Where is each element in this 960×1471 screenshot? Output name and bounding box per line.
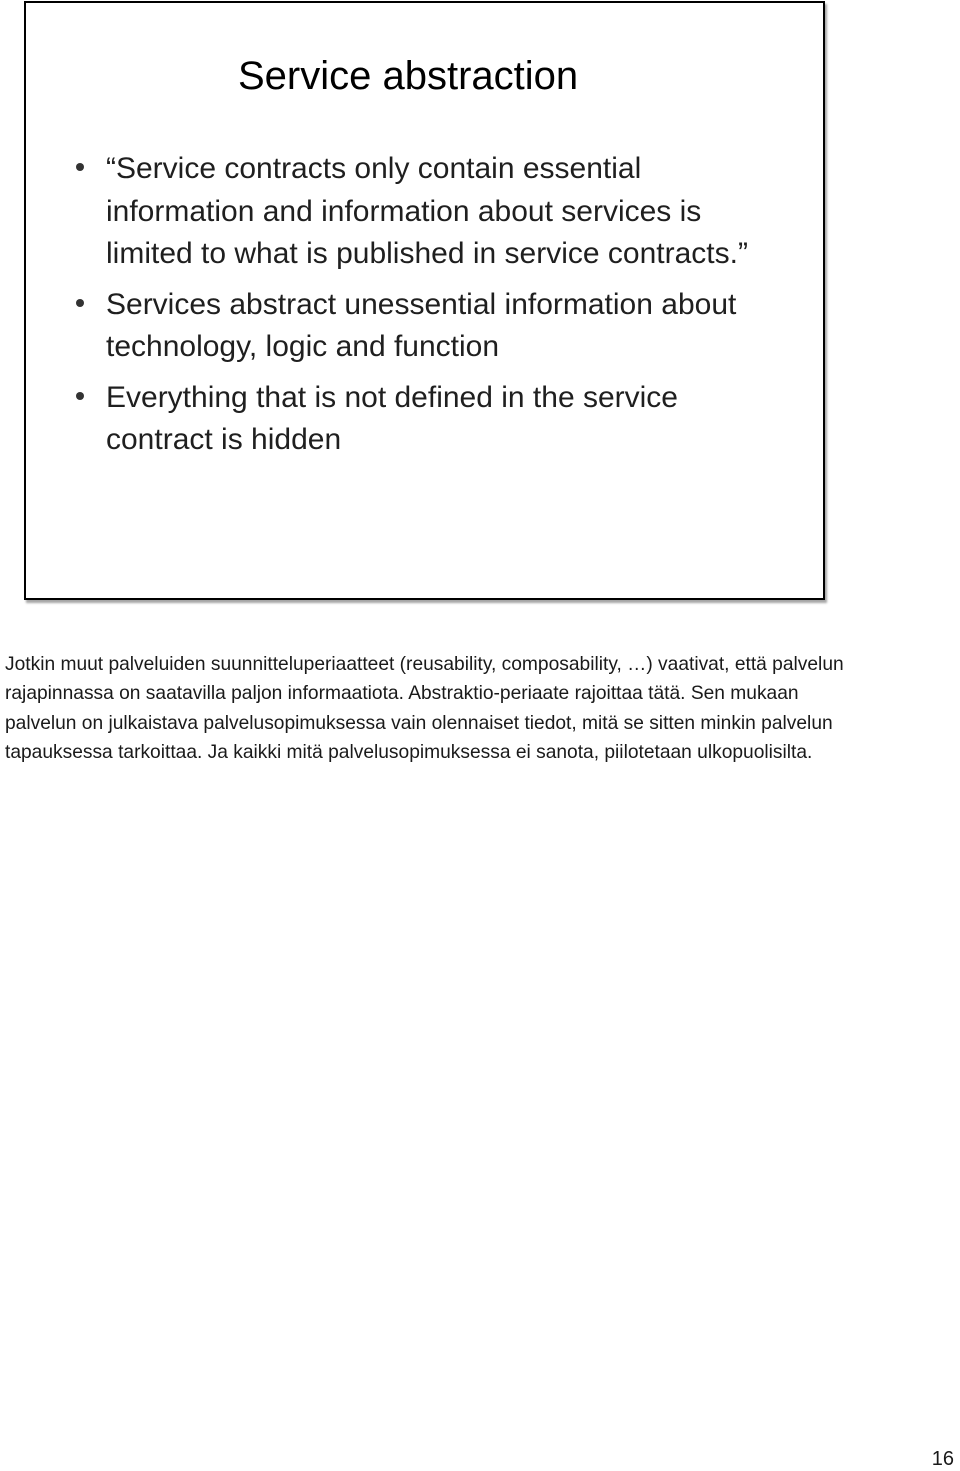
- bullet-icon: [76, 392, 84, 400]
- slide-title: Service abstraction: [238, 54, 579, 98]
- speaker-notes: Jotkin muut palveluiden suunnitteluperiaatteet (reusability, composability, …) vaativat, että palvelun rajapinnassa on saatavilla paljon informaatiota. Abstraktio-periaate rajoittaa tätä. Sen mukaan palvelun on julkaistava palvelusopimuksessa vain olennaiset tiedot, mitä se sitten minkin palvelun tapauksessa tarkoittaa. Ja kaikki mitä palvelusopimuksessa ei sanota, piilotetaan ulkopuolisilta.: [5, 654, 844, 764]
- bullet-text: “Service contracts only contain essential information and information about services is limited to what is published in service contracts.”: [106, 152, 748, 270]
- bullet-text: Everything that is not defined in the service contract is hidden: [106, 380, 678, 456]
- page-number: 16: [931, 1448, 954, 1470]
- bullet-list: [76, 148, 776, 470]
- bullet-item: [76, 377, 776, 462]
- bullet-item: [76, 148, 776, 276]
- bullet-icon: [76, 163, 84, 171]
- bullet-text: Services abstract unessential information about technology, logic and function: [106, 287, 737, 363]
- slide-frame: [24, 1, 825, 600]
- bullet-icon: [76, 299, 84, 307]
- bullet-item: [76, 284, 776, 369]
